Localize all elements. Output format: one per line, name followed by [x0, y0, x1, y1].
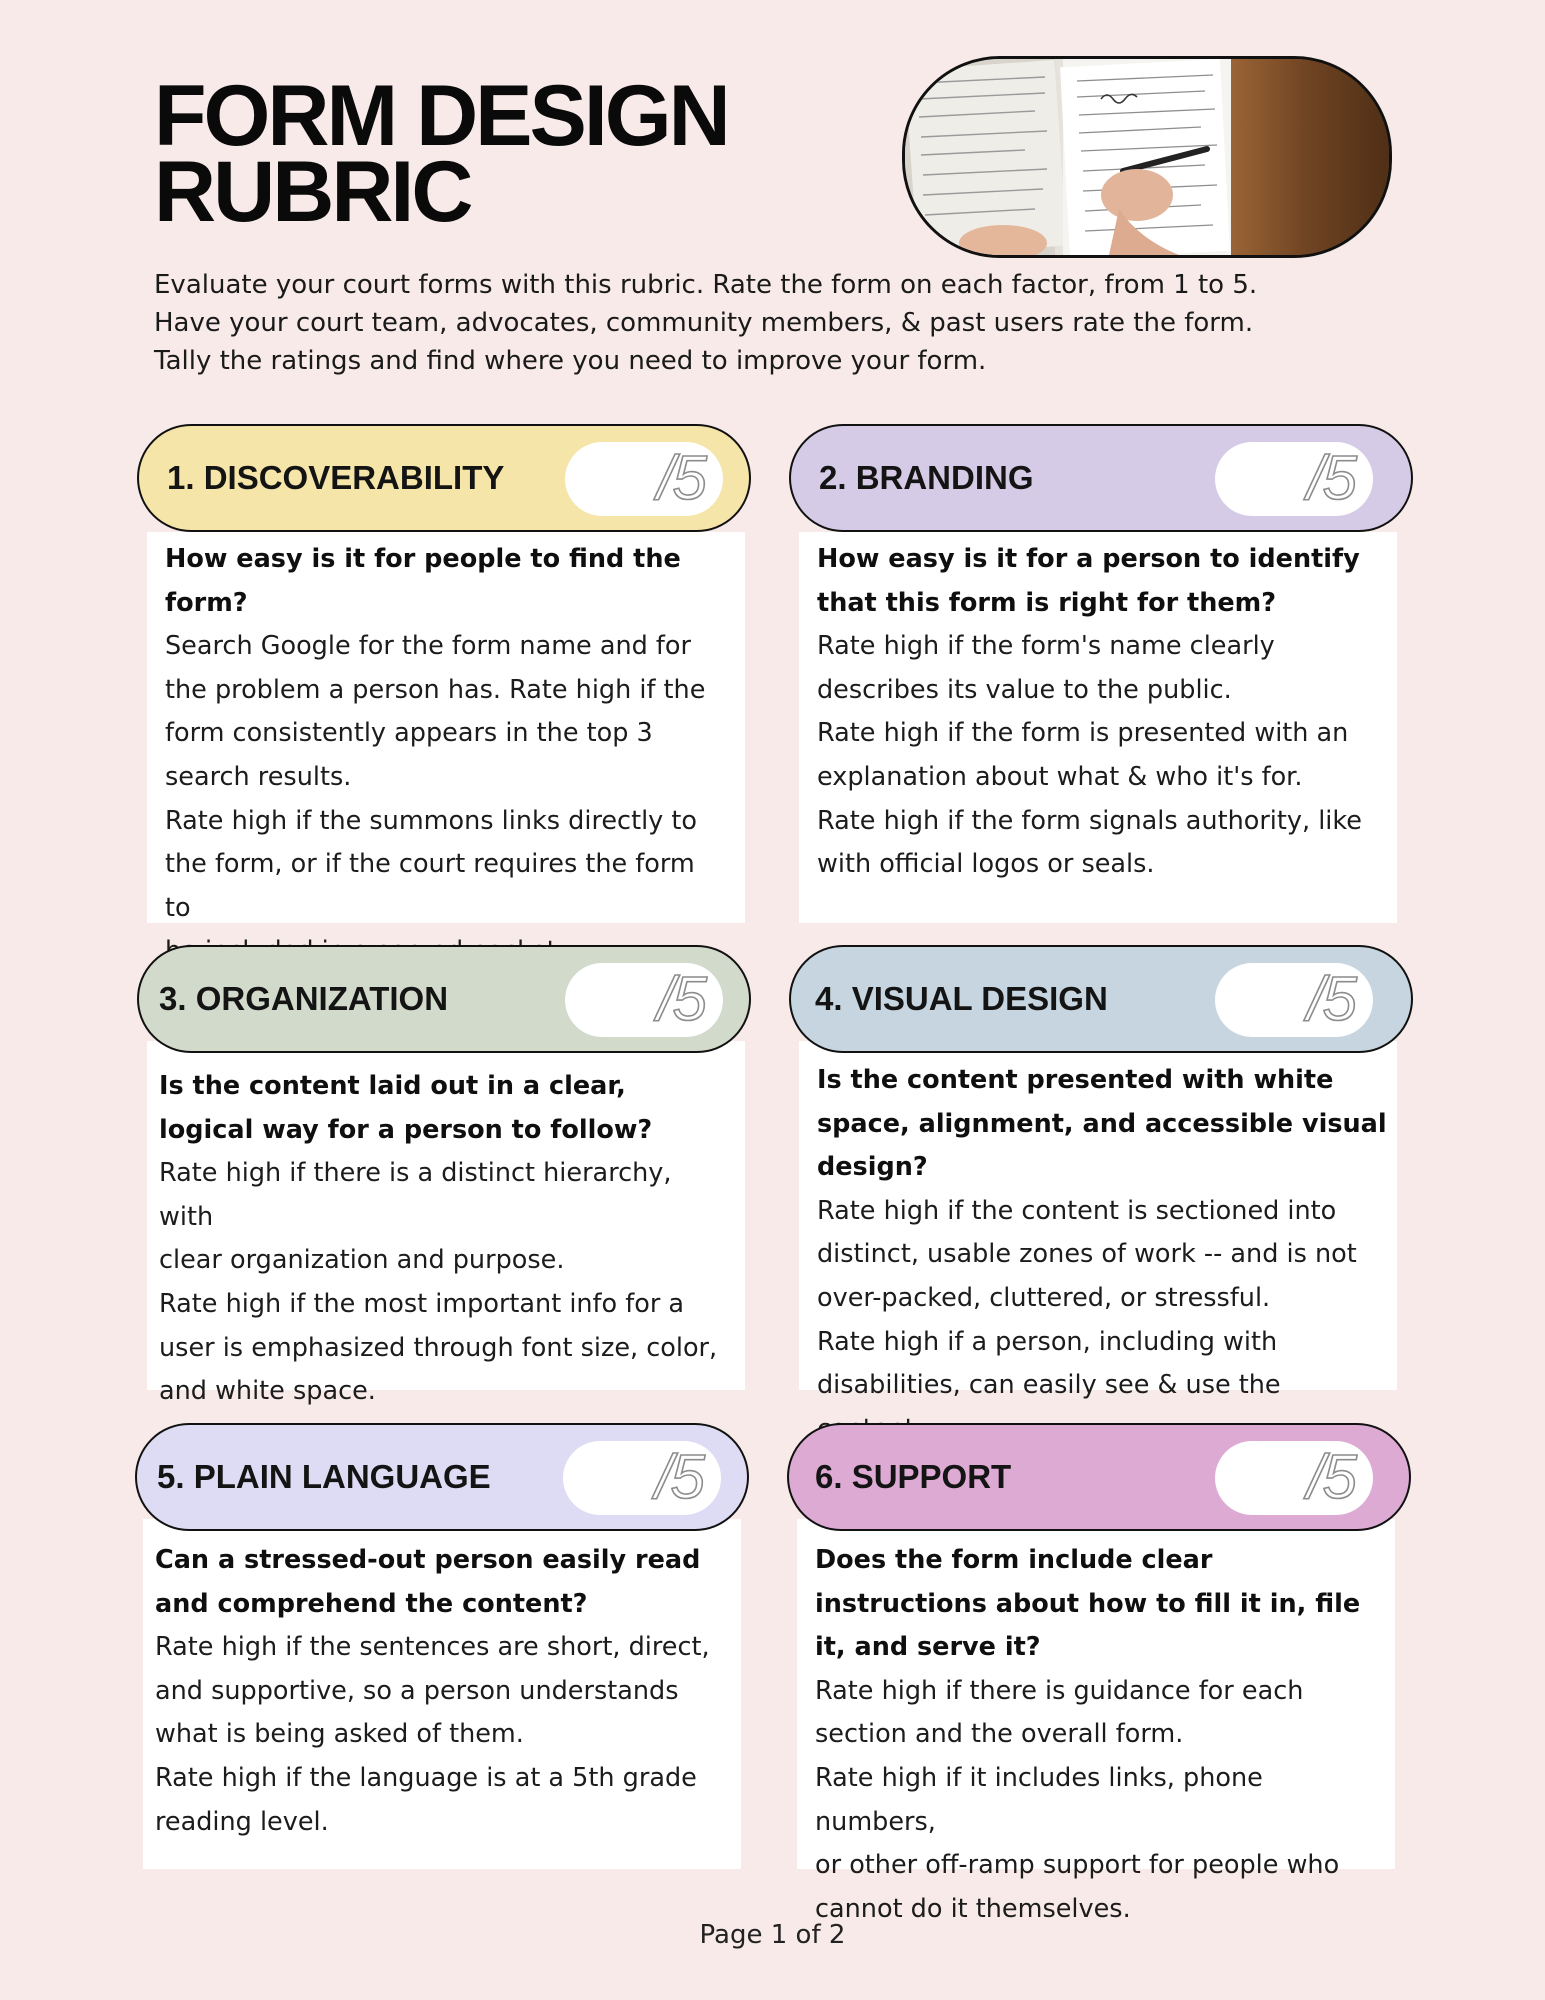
card-line: over-packed, cluttered, or stressful. [817, 1282, 1271, 1313]
card-line: search results. [165, 761, 352, 792]
card-header-pill [789, 424, 1413, 532]
card-header-pill [789, 945, 1413, 1053]
card-line: Rate high if the form signals authority, like [817, 805, 1362, 836]
card-line: Rate high if a person, including with [817, 1326, 1278, 1357]
card-body [799, 532, 1397, 923]
score-field[interactable] [1215, 963, 1373, 1037]
card-header-pill [135, 1423, 749, 1531]
score-out-of-five: /5 [1307, 444, 1355, 513]
card-line: or other off-ramp support for people who [815, 1850, 1340, 1881]
card-line: Rate high if the content is sectioned into [817, 1195, 1337, 1226]
card-line: the problem a person has. Rate high if the [165, 674, 706, 705]
card-body [147, 532, 745, 923]
card-title: 3. ORGANIZATION [159, 980, 449, 1017]
card-line: Rate high if it includes links, phone numbers, [815, 1762, 1263, 1837]
score-field[interactable] [1215, 442, 1373, 516]
intro-line-3: Tally the ratings and find where you need to improve your form. [154, 346, 987, 376]
title-line-1: FORM DESIGN [154, 68, 728, 164]
intro-line-1: Evaluate your court forms with this rubric. Rate the form on each factor, from 1 to 5. [154, 270, 1258, 300]
page-title [154, 68, 854, 240]
card-question: Does the form include clear instructions about how to fill it in, file it, and serve it? [815, 1545, 1361, 1663]
card-line: disabilities, can easily see & use the [817, 1370, 1281, 1401]
score-field[interactable] [563, 1441, 721, 1515]
intro-text [154, 266, 1354, 380]
card-title: 2. BRANDING [819, 459, 1034, 496]
card-line: section and the overall form. [815, 1719, 1184, 1750]
hero-photo-writing-on-form [902, 56, 1392, 258]
card-title: 5. PLAIN LANGUAGE [157, 1458, 491, 1495]
score-field[interactable] [565, 442, 723, 516]
page-number: Page 1 of 2 [699, 1920, 846, 1950]
card-line: Rate high if the form is presented with an [817, 718, 1349, 749]
card-line: distinct, usable zones of work -- and is not [817, 1239, 1357, 1270]
card-line: form consistently appears in the top 3 [165, 718, 653, 749]
score-out-of-five: /5 [657, 965, 705, 1034]
card-line: the form, or if the court requires the form to [165, 849, 695, 923]
card-line: Search Google for the form name and for [165, 631, 691, 662]
card-line: Rate high if there is guidance for each [815, 1675, 1304, 1706]
card-line: user is emphasized through font size, color, [159, 1332, 718, 1363]
card-header-pill [137, 424, 751, 532]
card-body [799, 1041, 1397, 1401]
title-line-2: RUBRIC [154, 144, 471, 240]
card-body [143, 1519, 741, 1869]
card-question: Is the content presented with white space, alignment, and accessible visual design? [817, 1065, 1387, 1183]
card-question: Can a stressed-out person easily read and comprehend the content? [155, 1545, 701, 1619]
card-line: Rate high if the form's name clearly [817, 631, 1275, 662]
card-question: How easy is it for people to find the form? [165, 544, 681, 618]
score-out-of-five: /5 [657, 444, 705, 513]
card-line: Rate high if the sentences are short, direct, [155, 1632, 710, 1663]
score-field[interactable] [565, 963, 723, 1037]
card-line: cannot do it themselves. [815, 1893, 1131, 1924]
card-line: and white space. [159, 1376, 376, 1407]
card-header-pill [787, 1423, 1411, 1531]
card-title: 1. DISCOVERABILITY [167, 459, 505, 496]
card-header-pill [137, 945, 751, 1053]
score-out-of-five: /5 [1307, 1443, 1355, 1512]
card-body [797, 1519, 1395, 1924]
card-title: 4. VISUAL DESIGN [815, 980, 1108, 1017]
card-line: Rate high if the language is at a 5th grade [155, 1762, 697, 1793]
card-body [147, 1041, 745, 1407]
intro-line-2: Have your court team, advocates, community members, & past users rate the form. [154, 308, 1254, 338]
card-line: what is being asked of them. [155, 1719, 524, 1750]
card-question: Is the content laid out in a clear, logical way for a person to follow? [159, 1071, 653, 1145]
score-field[interactable] [1215, 1441, 1373, 1515]
card-line: reading level. [155, 1806, 329, 1837]
card-line: Rate high if there is a distinct hierarchy, with [159, 1158, 672, 1232]
card-line: explanation about what & who it's for. [817, 761, 1303, 792]
card-line: and supportive, so a person understands [155, 1675, 679, 1706]
card-line: Rate high if the summons links directly to [165, 805, 697, 836]
card-line: clear organization and purpose. [159, 1245, 565, 1276]
card-line: Rate high if the most important info for a [159, 1288, 685, 1319]
card-title: 6. SUPPORT [815, 1458, 1012, 1495]
score-out-of-five: /5 [655, 1443, 703, 1512]
card-line: with official logos or seals. [817, 849, 1155, 880]
card-question: How easy is it for a person to identify that this form is right for them? [817, 544, 1360, 618]
card-line: describes its value to the public. [817, 674, 1232, 705]
score-out-of-five: /5 [1307, 965, 1355, 1034]
